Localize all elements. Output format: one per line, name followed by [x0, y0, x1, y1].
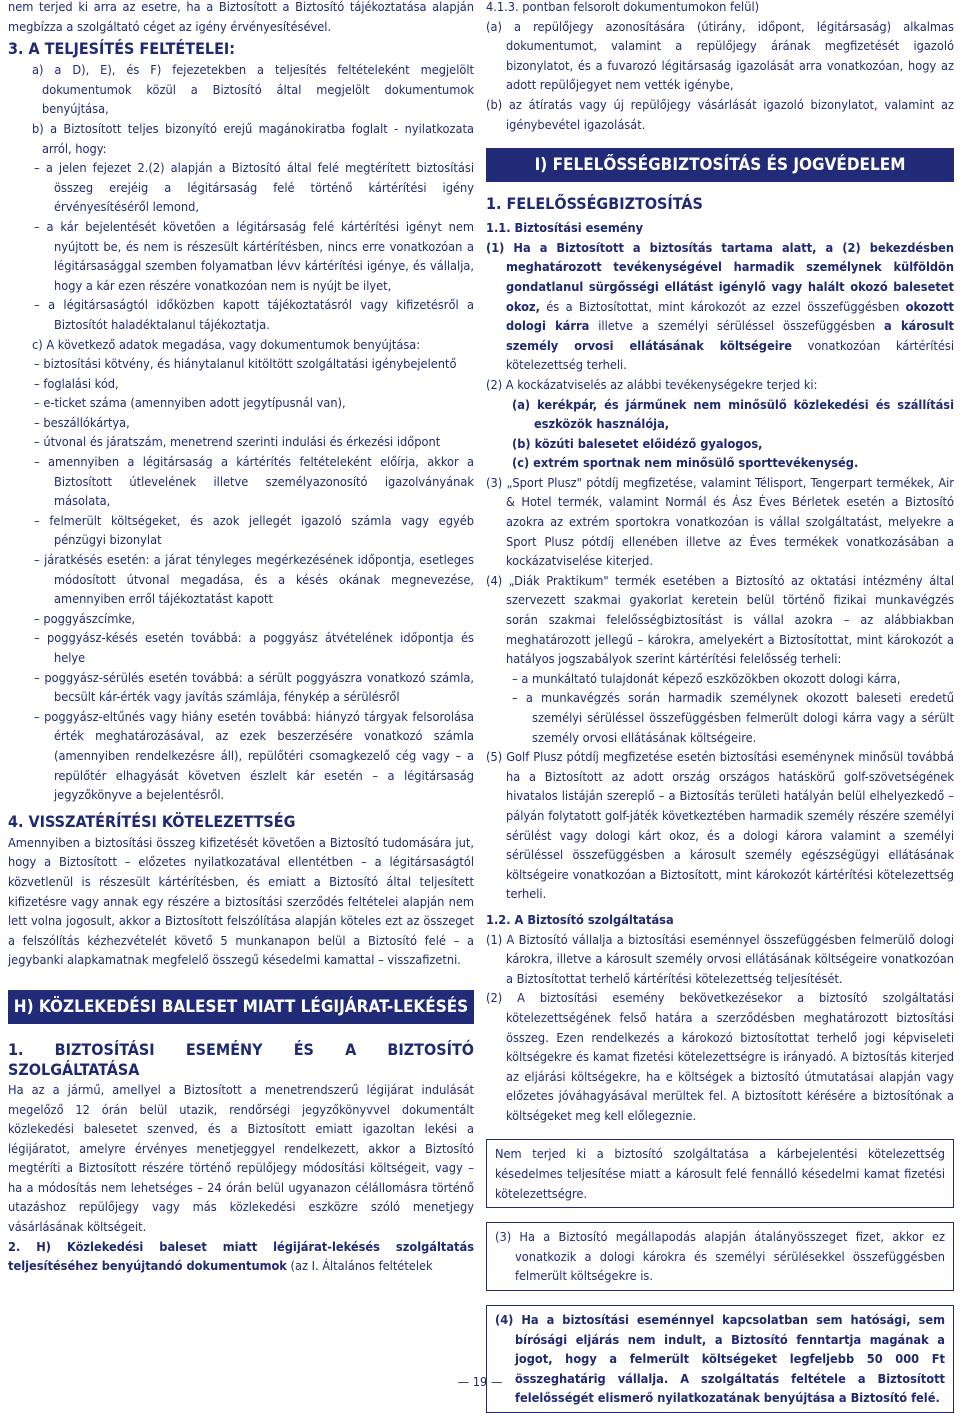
- list-item: – a munkáltató tulajdonát képező eszközökben okozott dologi kárra,: [512, 670, 901, 686]
- left-column: [8, 0, 474, 1276]
- lump-sum-text: (3) Ha a Biztosító megállapodás alapján átalányösszeget fizet, akkor ez vonatkozik a dologi károkra és személyi sérülésekkel összefüggésben felmerült költségekre is.: [495, 1229, 945, 1284]
- list-item: – foglalási kód,: [34, 375, 119, 391]
- heading-visszateritesi: 4. VISSZATÉRÍTÉSI KÖTELEZETTSÉG: [8, 811, 296, 831]
- condition-a: a) a D), E), és F) fejezetekben a teljesítés feltételeként megjelölt dokumentumok közül a Biztosító által megjelölt dokumentumok benyújtása,: [32, 62, 474, 117]
- list-item: – amennyiben a légitársaság a kártérítés feltételeként előírja, akkor a Biztosított útlevelének illetve személyazonosító igazolványának másolata,: [34, 454, 474, 509]
- cost-limit-box: [486, 1305, 954, 1413]
- c-list: [8, 354, 474, 805]
- doc-item-b: (b) az átíratás vagy új repülőjegy vásárlását igazoló bizonylatot, valamint az igénybevétel igazolását.: [486, 96, 954, 132]
- list-item: – poggyász-sérülés esetén továbbá: a sérült poggyászra vonatkozó számla, becsült kár-érték vagy javítás számlája, fénykép a sérülésről: [34, 669, 474, 705]
- biztositasi-esemeny-text: Ha az a jármű, amellyel a Biztosított a menetrendszerű légijárat indulását megelőző 12 órán belül utazik, rendőrségi jegyzőkönyvvel dokumentált közlekedési balesetet szenved, és a Biztosított emiatt igazoltan lekési a légijáratot, amelyre érvényes menetjeggyel rendelkezett, akkor a Biztosító megtéríti a Biztosított részére történő repülőjegy módosítási költségeit, vagy – ha a módosítás nem lehetséges – 24 órán belül ugyanazon célállomásra történő utazáshoz repülőjegy vagy más közlekedési eszközre szóló menetjegy vásárlásának költségeit.: [8, 1081, 474, 1235]
- service-2: (2) A biztosítási esemény bekövetkezésekor a biztosító szolgáltatási kötelezettségének felső határa a szerződésben meghatározott biztosítási összeg. Ezen rendelkezés a károkozó biztosítottat terhelő jogi képviseleti költségekre és kamat fizetési kötelezettségre is irányadó. A biztosítás kiterjed az eljárási költségekre, ha e költségek a biztosító útmutatásai alapján vagy előzetes jóváhagyásával merültek fel. A biztosított kérésére a biztosítónak a költségeket meg kell előlegeznie.: [486, 990, 954, 1123]
- list-item: – a légitársaságtól időközben kapott tájékoztatásról vagy kifizetésről a Biztosítót haladéktalanul tájékoztatja.: [34, 297, 474, 332]
- doc-item-a: (a) a repülőjegy azonosítására (útirány, időpont, légitársaság) alkalmas dokumentumot, valamint a repülőjegy árának megfizetését igazoló bizonylatot, és a fuvarozó légitársaság igazolását arra vonatkozóan, hogy az adott repülőjegyet nem vették igénybe,: [486, 18, 954, 93]
- para-5: (5) Golf Plusz pótdíj megfizetése esetén biztosítási eseménynek minősül továbbá ha a Biztosított az adott ország országos hatáskörű golf-szövetségének hivatalos listáján szereplő – a Biztosítás területi hatályán belül elhelyezkedő – pályán folytatott golf-játék következtében harmadik személy részére személyi sérülést vagy dologi kárt okoz, és a dologi károra valamint a személyi sérüléssel összefüggésben a károsult személy egészségügyi ellátásának költségeire vonatkozóan a Biztosított, mint károkozót kártérítési kötelezettség terheli.: [486, 749, 954, 902]
- list-item: (b) közúti balesetet előidéző gyalogos,: [512, 435, 763, 451]
- cost-limit-text: (4) Ha a biztosítási eseménnyel kapcsolatban sem hatósági, sem bírósági eljárás nem indult, a Biztosító fenntartja magának a jogot, hogy a felmerült költségeket legfeljebb 50 000 Ft összeghatárig vállalja. A szolgáltatás feltétele a Biztosított felelősségét elismerő nyilatkozatának benyújtása a Biztosító felé.: [495, 1312, 945, 1406]
- list-item: – poggyász-eltűnés vagy hiány esetén továbbá: hiányzó tárgyak felsorolása érték meghatározásával, az ezek beszerzésére vonatkozó számla (amennyiben rendelkezésre áll), repülőtéri csomagkezelő cég vagy – a repülőtér elhagyását követven észlelt kár esetén – a légitársaság jegyzőkönyve a bejelentésről.: [34, 708, 474, 803]
- section-banner-h: H) KÖZLEKEDÉSI BALESET MIATT LÉGIJÁRAT-LEKÉSÉS: [8, 990, 474, 1024]
- intro-text: nem terjed ki arra az esetre, ha a Biztosított a Biztosító tájékoztatása alapján megbízza a szolgáltató céget az igény érvényesítésével.: [8, 0, 474, 34]
- para-3: (3) „Sport Plusz" pótdíj megfizetése, valamint Télisport, Tengerpart termékek, Air & Hotel termék, valamint Normál és Ász Éves Bérletek esetén a Biztosító azokra az extrém sportokra vonatkozóan is vállal szolgáltatást, melyekre a Sport Plusz pótdíj ellenében illetve az Éves termékek vonatkozásában a kockázatviselése kiterjed.: [486, 474, 954, 569]
- lump-sum-box: [486, 1222, 954, 1291]
- list-item: – biztosítási kötvény, és hiánytalanul kitöltött szolgáltatási igénybejelentő: [34, 356, 457, 372]
- section-banner-i: I) FELELŐSSÉGBIZTOSÍTÁS ÉS JOGVÉDELEM: [486, 148, 954, 182]
- para-2: (2) A kockázatviselés az alábbi tevékenységekre terjed ki:: [486, 376, 818, 392]
- exclusion-box: [486, 1139, 954, 1208]
- heading-felelossegbiztositas: 1. FELELŐSSÉGBIZTOSÍTÁS: [486, 194, 703, 214]
- condition-b: b) a Biztosított teljes bizonyító erejű magánokiratba foglalt - nyilatkozata arról, hogy:: [32, 120, 474, 156]
- service-1: (1) A Biztosító vállalja a biztosítási eseménnyel összefüggésben felmerülő dologi károkra, illetve a károsult személy orvosi ellátásának költségeire vonatkozóan a Biztosítottat terhelő kártérítési kötelezettség teljesítését.: [486, 931, 954, 986]
- list-item: – poggyászcímke,: [34, 610, 136, 626]
- exclusion-text: Nem terjed ki a biztosító szolgáltatása a kárbejelentési kötelezettség késedelmes teljesítése miatt a károsult felé fennálló késedelmi kamat fizetési kötelezettségre.: [495, 1146, 945, 1201]
- dokumentumok-heading: 2. H) Közlekedési baleset miatt légijárat-lekésés szolgáltatás teljesítéséhez benyújtandó dokumentumok (az I. Általános feltételek: [8, 1238, 474, 1274]
- list-item: – poggyász-késés esetén továbbá: a poggyász átvételének időpontja és helye: [34, 630, 474, 665]
- heading-biztositasi-esemeny: 1. BIZTOSÍTÁSI ESEMÉNY ÉS A BIZTOSÍTÓ SZOLGÁLTATÁSA: [8, 1039, 474, 1079]
- list-item: – járatkésés esetén: a járat tényleges megérkezésének időpontja, esetleges módosított útvonal megadása, és a késés okának megnevezése, amennyiben erről tájékoztatást kapott: [34, 552, 474, 607]
- visszateritesi-text: Amennyiben a biztosítási összeg kifizetését követően a Biztosító tudomására jut, hogy a Biztosított – előzetes nyilatkozatával ellentétben – a légitársaságtól közvetlenül is részesült kártérítésben, és emiatt a Biztosító által teljesített kifizetésre vagy annak egy részére a biztosítási szerződés feltételei alapján nem lett volna jogosult, akkor a Biztosított felszólítása alapján köteles ezt az összeget a felszólítás kézhezvételét követő 5 munkanapon belül a Biztosító felé – a jegybanki alapkamatnak megfelelő összegű késedelmi kamattal – visszafizetni.: [8, 834, 474, 968]
- list-item: – e-ticket száma (amennyiben adott jegytípusnál van),: [34, 395, 346, 411]
- condition-c: c) A következő adatok megadása, vagy dokumentumok benyújtása:: [32, 336, 421, 352]
- heading-1-1: 1.1. Biztosítási esemény: [486, 220, 644, 236]
- list-item: (a) kerékpár, és járműnek nem minősülő közlekedési és szállítási eszközök használója,: [512, 396, 954, 432]
- para-1: (1) Ha a Biztosított a biztosítás tartama alatt, a (2) bekezdésben meghatározott tevékenységével harmadik személynek külföldön gondatlanul sürgősségi ellátást igénylő vagy halált okozó balesetet okoz, és a Biztosítottat, mint károkozót az ezzel összefüggésben okozott dologi kárra illetve a személyi sérüléssel összefüggésben a károsult személy orvosi ellátásának költségeire vonatkozóan kártérítési kötelezettség terheli.: [486, 239, 954, 373]
- heading-teljesites-feltetelei: 3. A TELJESÍTÉS FELTÉTELEI:: [8, 39, 236, 59]
- continuation-text: 4.1.3. pontban felsorolt dokumentumokon felül): [486, 0, 760, 14]
- list-item: (c) extrém sportnak nem minősülő sporttevékenység.: [512, 455, 859, 471]
- page-number: — 19 —: [457, 1374, 503, 1389]
- list-item: – a munkavégzés során harmadik személynek okozott baleseti eredetű személyi sérüléssel összefüggésben felmerült dologi kárra vagy a sérült személy orvosi ellátásának költségeire.: [512, 690, 954, 745]
- list-item: – a kár bejelentését követően a légitársaság felé kártérítési igényt nem nyújtott be, és nem is részesült kártérítésben, nincs erre vonatkozóan a légitársasággal szemben folyamatban lévv kártérítési igénye, és vállalja, hogy a kár ezen részére vonatkozóan nem is nyújt be ilyet,: [34, 218, 474, 293]
- list-item: – a jelen fejezet 2.(2) alapján a Biztosító által felé megtérített biztosítási összeg erejéig a légitársaság felé történő kártérítési igény érvényesítéséről lemond,: [34, 160, 474, 215]
- list-item: – útvonal és járatszám, menetrend szerinti indulási és érkezési időpont: [34, 434, 441, 450]
- heading-1-2: 1.2. A Biztosító szolgáltatása: [486, 911, 674, 927]
- list-item: – felmerült költségeket, és azok jellegét igazoló számla vagy egyéb pénzügyi bizonylat: [34, 512, 474, 548]
- para-4: (4) „Diák Praktikum" termék esetében a Biztosító az oktatási intézmény által szervezett szakmai gyakorlat keretein belül történő fizikai munkavégzés során szakmai felelősségbiztosítást is vállal azokra – az alábbiakban meghatározott jellegű – károkra, amelyekért a Biztosítottat, mint károkozót a hatályos jogszabályok szerint kártérítési felelősség terheli:: [486, 572, 954, 667]
- list-item: – beszállókártya,: [34, 414, 130, 430]
- right-column: [486, 0, 954, 1413]
